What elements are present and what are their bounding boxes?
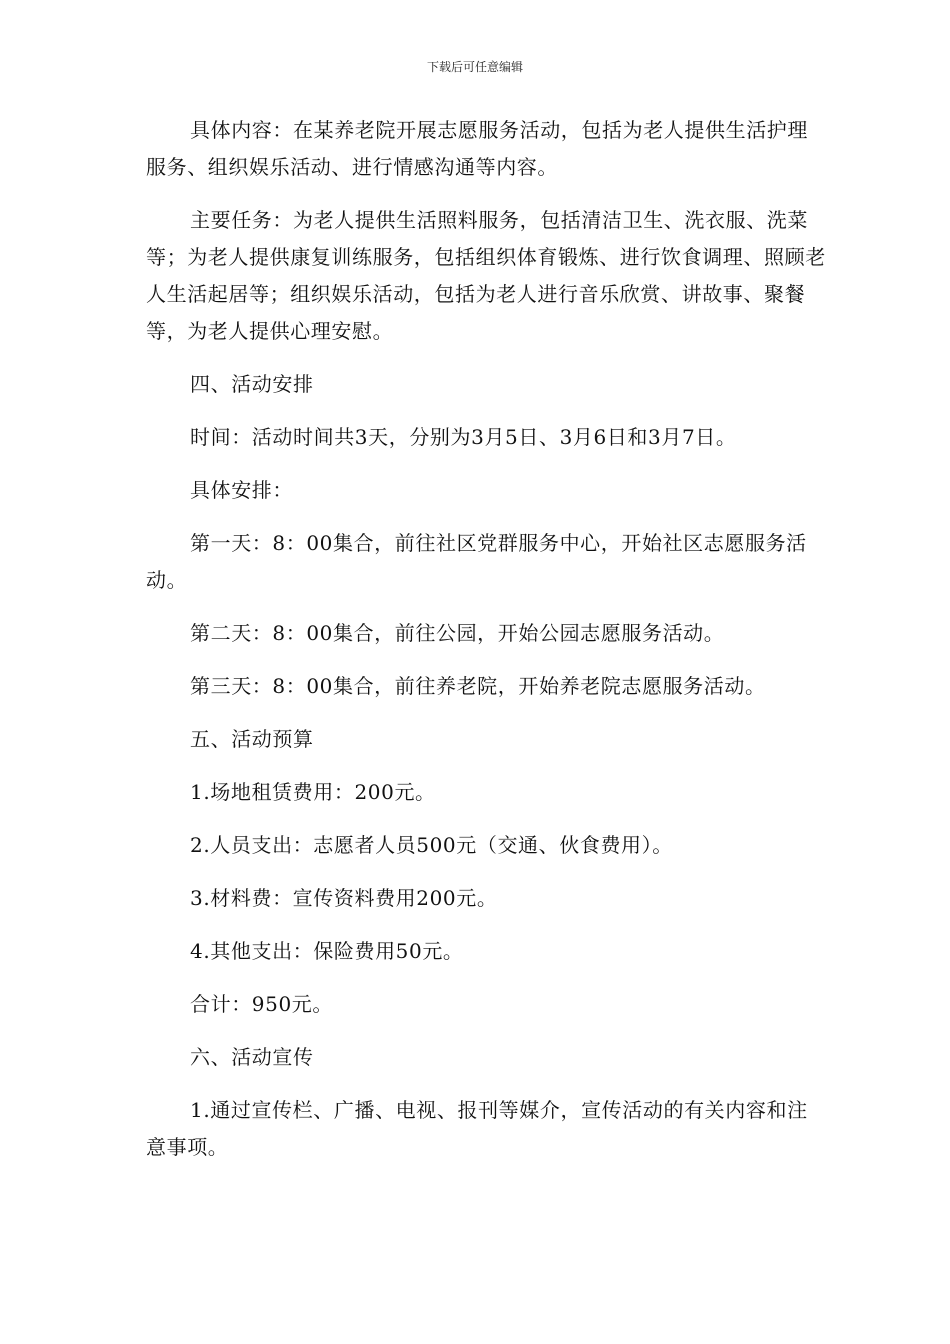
budget-total: 合计：950元。 — [190, 992, 333, 1016]
paragraph-tasks: 主要任务：为老人提供生活照料服务，包括清洁卫生、洗衣服、洗菜等；为老人提供康复训练服务，包括组织体育锻炼、进行饮食调理、照顾老人生活起居等；组织娱乐活动，包括为老人进行音乐欣赏、讲故事、聚餐等，为老人提供心理安慰。 — [146, 208, 826, 343]
budget-item-personnel: 2.人员支出：志愿者人员500元（交通、伙食费用）。 — [190, 833, 673, 857]
budget-item-other: 4.其他支出：保险费用50元。 — [190, 939, 464, 963]
paragraph-content: 具体内容：在某养老院开展志愿服务活动，包括为老人提供生活护理服务、组织娱乐活动、进行情感沟通等内容。 — [146, 118, 808, 179]
section-heading-budget: 五、活动预算 — [190, 727, 314, 751]
page-header-note: 下载后可任意编辑 — [426, 60, 523, 74]
paragraph-day-2: 第二天：8：00集合，前往公园，开始公园志愿服务活动。 — [190, 621, 725, 645]
publicity-item-1: 1.通过宣传栏、广播、电视、报刊等媒介，宣传活动的有关内容和注意事项。 — [146, 1098, 808, 1159]
paragraph-time: 时间：活动时间共3天，分别为3月5日、3月6日和3月7日。 — [190, 425, 737, 449]
budget-item-materials: 3.材料费：宣传资料费用200元。 — [190, 886, 498, 910]
budget-item-venue: 1.场地租赁费用：200元。 — [190, 780, 436, 804]
section-heading-schedule: 四、活动安排 — [190, 372, 314, 396]
paragraph-schedule-label: 具体安排： — [190, 478, 293, 502]
paragraph-day-3: 第三天：8：00集合，前往养老院，开始养老院志愿服务活动。 — [190, 674, 766, 698]
document-body — [146, 112, 826, 1182]
paragraph-day-1: 第一天：8：00集合，前往社区党群服务中心，开始社区志愿服务活动。 — [146, 531, 807, 592]
section-heading-publicity: 六、活动宣传 — [190, 1045, 314, 1069]
